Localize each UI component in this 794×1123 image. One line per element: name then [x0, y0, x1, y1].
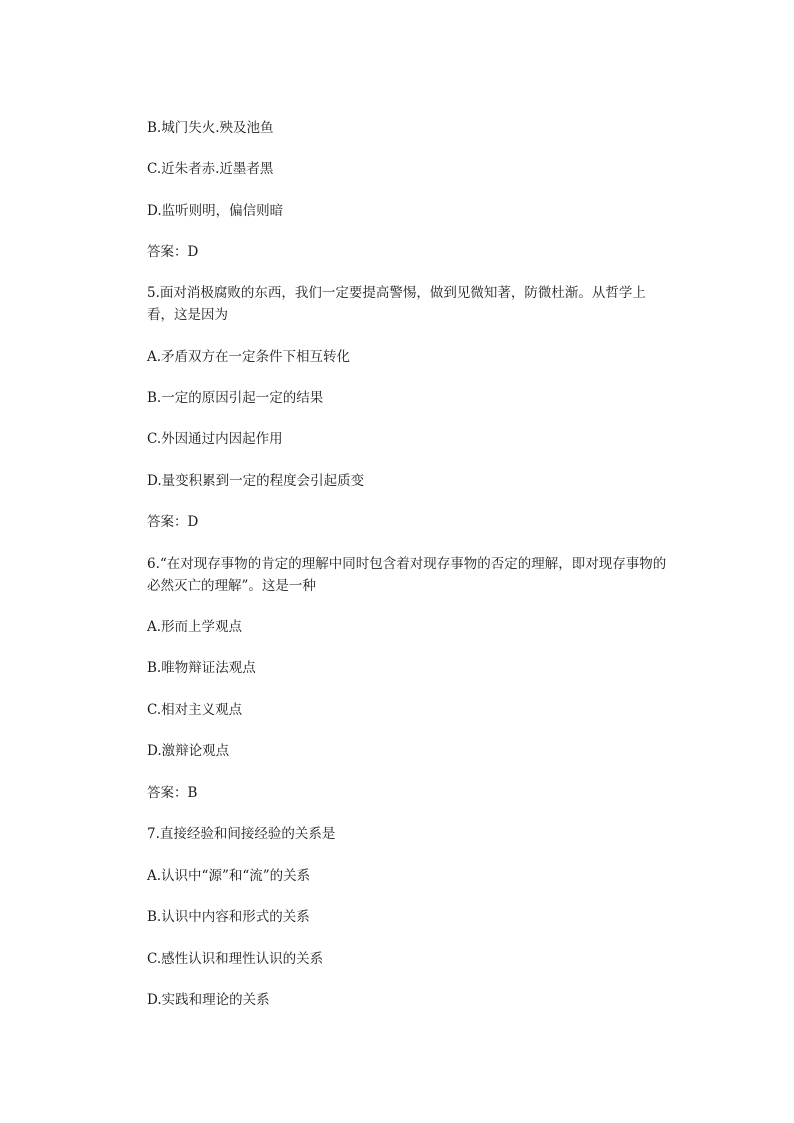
q5-option-c: C.外因通过内因起作用 — [147, 431, 283, 447]
q7-option-b: B.认识中内容和形式的关系 — [147, 909, 310, 925]
q4-option-c: C.近朱者赤.近墨者黑 — [147, 161, 274, 177]
q5-answer: 答案：D — [147, 514, 199, 530]
q4-option-b: B.城门失火.殃及池鱼 — [147, 120, 274, 136]
q5-option-b: B.一定的原因引起一定的结果 — [147, 390, 324, 406]
q4-answer: 答案：D — [147, 244, 199, 260]
q6-option-d: D.激辩论观点 — [147, 743, 230, 759]
q7-option-a: A.认识中“源”和“流”的关系 — [147, 868, 311, 884]
q5-option-d: D.量变积累到一定的程度会引起质变 — [147, 473, 365, 489]
q6-option-c: C.相对主义观点 — [147, 702, 243, 718]
q7-option-c: C.感性认识和理性认识的关系 — [147, 951, 324, 967]
q7-option-d: D.实践和理论的关系 — [147, 992, 270, 1008]
q6-option-b: B.唯物辩证法观点 — [147, 660, 256, 676]
q6-option-a: A.形而上学观点 — [147, 619, 243, 635]
q4-option-d: D.监听则明，偏信则暗 — [147, 203, 284, 219]
q6-answer: 答案：B — [147, 785, 198, 801]
q5-option-a: A.矛盾双方在一定条件下相互转化 — [147, 349, 351, 365]
q7-question: 7.直接经验和间接经验的关系是 — [147, 826, 336, 842]
q5-question: 5.面对消极腐败的东西，我们一定要提高警惕，做到见微知著，防微杜渐。从哲学上看，这是因为 — [147, 285, 646, 323]
q6-question: 6.“在对现存事物的肯定的理解中同时包含着对现存事物的否定的理解，即对现存事物的必然灭亡的理解”。这是一种 — [147, 556, 667, 594]
